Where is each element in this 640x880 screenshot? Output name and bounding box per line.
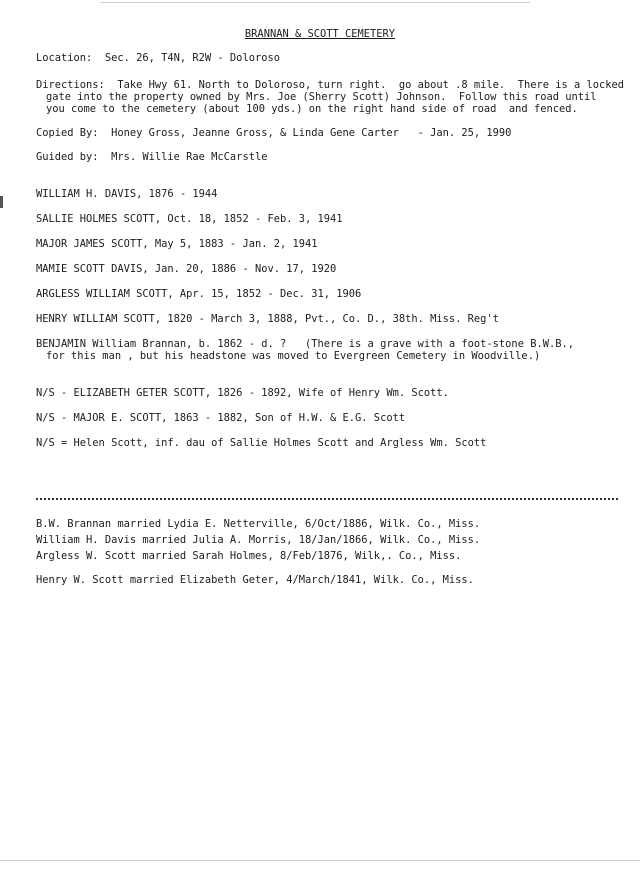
burial-entry-3: MAJOR JAMES SCOTT, May 5, 1883 - Jan. 2, 1941 <box>36 238 318 250</box>
burial-entry-2: SALLIE HOLMES SCOTT, Oct. 18, 1852 - Feb. 3, 1941 <box>36 213 343 225</box>
guided-by-line: Guided by: Mrs. Willie Rae McCarstle <box>36 151 268 163</box>
page-title: BRANNAN & SCOTT CEMETERY <box>244 28 396 40</box>
directions-line-3: you come to the cemetery (about 100 yds.) on the right hand side of road and fenced. <box>46 103 578 115</box>
directions-line-2: gate into the property owned by Mrs. Joe (Sherry Scott) Johnson. Follow this road until <box>46 91 597 103</box>
no-stone-entry-2: N/S - MAJOR E. SCOTT, 1863 - 1882, Son of H.W. & E.G. Scott <box>36 412 406 424</box>
scan-mark-top <box>100 2 530 3</box>
burial-entry-5: ARGLESS WILLIAM SCOTT, Apr. 15, 1852 - Dec. 31, 1906 <box>36 288 362 300</box>
marriage-entry-4: Henry W. Scott married Elizabeth Geter, 4/March/1841, Wilk. Co., Miss. <box>36 574 474 586</box>
benjamin-entry-line-2: for this man , but his headstone was moved to Evergreen Cemetery in Woodville.) <box>46 350 541 362</box>
location-line: Location: Sec. 26, T4N, R2W - Doloroso <box>36 52 280 64</box>
directions-line-1: Directions: Take Hwy 61. North to Doloroso, turn right. go about .8 mile. There is a locked <box>36 79 625 91</box>
marriage-entry-1: B.W. Brannan married Lydia E. Netterville, 6/Oct/1886, Wilk. Co., Miss. <box>36 518 481 530</box>
marriage-entry-2: William H. Davis married Julia A. Morris, 18/Jan/1866, Wilk. Co., Miss. <box>36 534 481 546</box>
scan-mark-bottom <box>0 860 640 861</box>
burial-entry-4: MAMIE SCOTT DAVIS, Jan. 20, 1886 - Nov. 17, 1920 <box>36 263 337 275</box>
marriage-entry-3: Argless W. Scott married Sarah Holmes, 8/Feb/1876, Wilk,. Co., Miss. <box>36 550 462 562</box>
benjamin-entry-line-1: BENJAMIN William Brannan, b. 1862 - d. ? (There is a grave with a foot-stone B.W.B., <box>36 338 574 350</box>
scan-edge-mark <box>0 196 3 208</box>
burial-entry-6: HENRY WILLIAM SCOTT, 1820 - March 3, 1888, Pvt., Co. D., 38th. Miss. Reg't <box>36 313 499 325</box>
dotted-separator <box>36 498 618 500</box>
burial-entry-1: WILLIAM H. DAVIS, 1876 - 1944 <box>36 188 218 200</box>
copied-by-line: Copied By: Honey Gross, Jeanne Gross, & Linda Gene Carter - Jan. 25, 1990 <box>36 127 512 139</box>
no-stone-entry-3: N/S = Helen Scott, inf. dau of Sallie Holmes Scott and Argless Wm. Scott <box>36 437 487 449</box>
no-stone-entry-1: N/S - ELIZABETH GETER SCOTT, 1826 - 1892, Wife of Henry Wm. Scott. <box>36 387 449 399</box>
